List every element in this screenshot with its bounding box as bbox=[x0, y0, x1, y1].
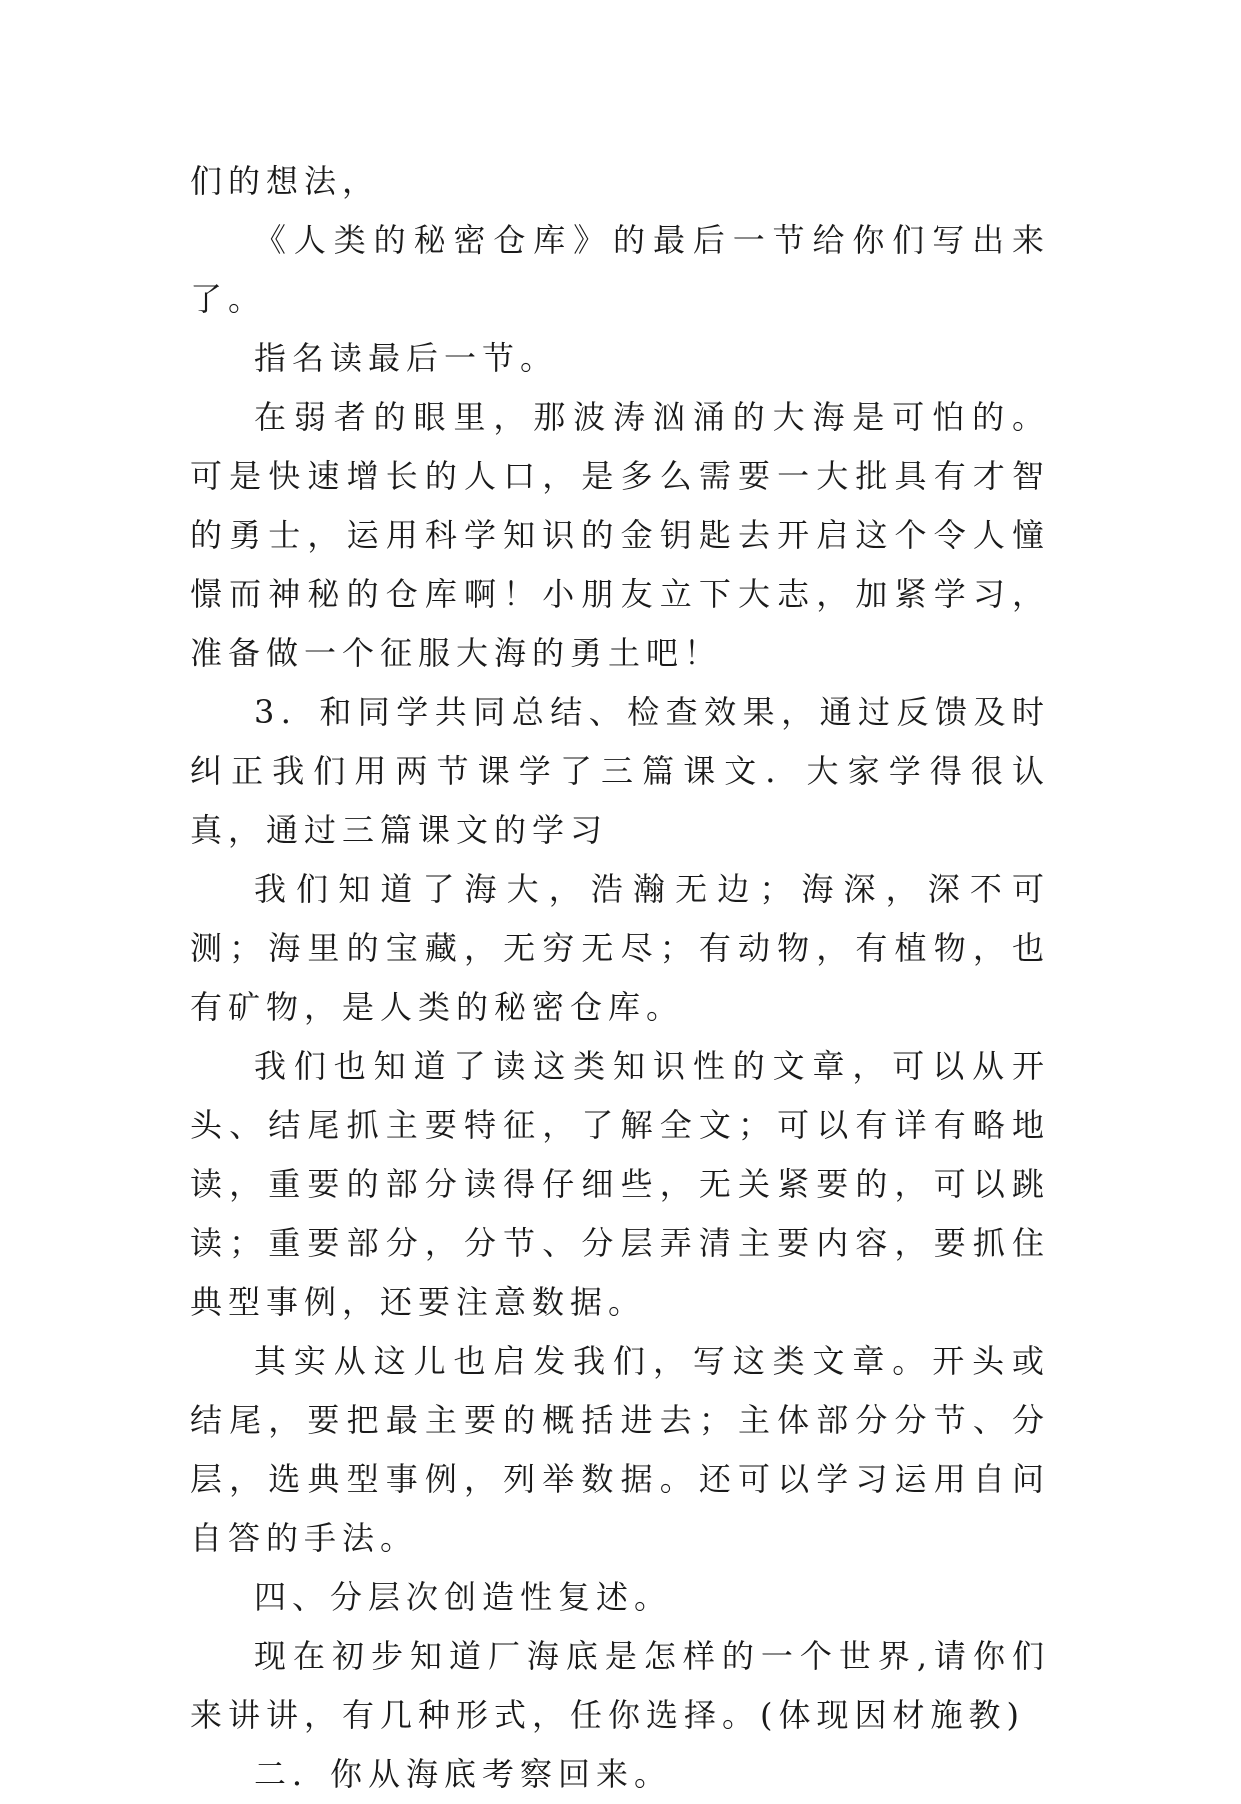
document-body bbox=[190, 152, 1050, 1804]
paragraph-5: 3．和同学共同总结、检查效果，通过反馈及时纠正我们用两节课学了三篇课文．大家学得很认真，通过三篇课文的学习 bbox=[190, 693, 1050, 849]
paragraph-6: 我们知道了海大，浩瀚无边；海深，深不可测；海里的宝藏，无穷无尽；有动物，有植物，也有矿物，是人类的秘密仓库。 bbox=[190, 870, 1050, 1026]
paragraph-10: 现在初步知道厂海底是怎样的一个世界,请你们来讲讲，有几种形式，任你选择。(体现因材施教) bbox=[190, 1637, 1050, 1734]
paragraph-3: 指名读最后一节。 bbox=[254, 339, 559, 377]
paragraph-8: 其实从这儿也启发我们，写这类文章。开头或结尾，要把最主要的概括进去；主体部分分节、分层，选典型事例，列举数据。还可以学习运用自问自答的手法。 bbox=[190, 1342, 1050, 1557]
paragraph-11: 二．你从海底考察回来。 bbox=[254, 1755, 673, 1793]
paragraph-9: 四、分层次创造性复述。 bbox=[254, 1578, 673, 1616]
paragraph-7: 我们也知道了读这类知识性的文章，可以从开头、结尾抓主要特征，了解全文；可以有详有略地读，重要的部分读得仔细些，无关紧要的，可以跳读；重要部分，分节、分层弄清主要内容，要抓住典型事例，还要注意数据。 bbox=[190, 1047, 1050, 1321]
paragraph-1: 们的想法， bbox=[190, 162, 381, 200]
paragraph-4: 在弱者的眼里，那波涛汹涌的大海是可怕的。可是快速增长的人口，是多么需要一大批具有才智的勇士，运用科学知识的金钥匙去开启这个令人憧憬而神秘的仓库啊！小朋友立下大志，加紧学习，准备做一个征服大海的勇土吧！ bbox=[190, 398, 1050, 672]
paragraph-2: 《人类的秘密仓库》的最后一节给你们写出来了。 bbox=[190, 221, 1050, 318]
